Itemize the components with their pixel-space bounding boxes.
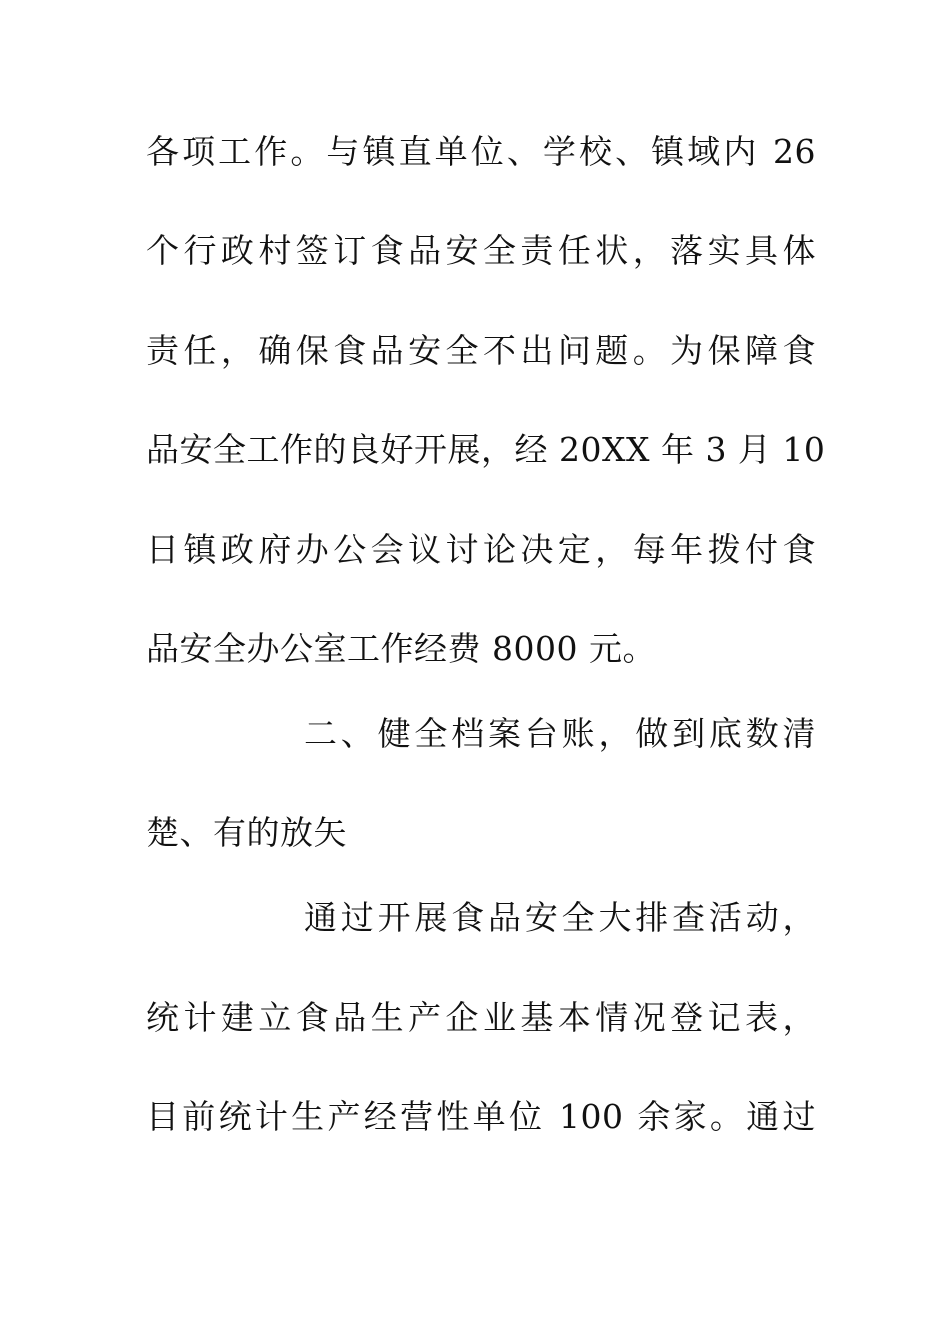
paragraph-line: 个行政村签订食品安全责任状，落实具体 xyxy=(146,231,816,270)
paragraph-line: 责任，确保食品安全不出问题。为保障食 xyxy=(146,331,816,370)
paragraph-line: 品安全工作的良好开展，经 20XX 年 3 月 10 xyxy=(146,430,826,469)
section-heading-line: 楚、有的放矢 xyxy=(146,813,347,852)
paragraph-line: 统计建立食品生产企业基本情况登记表， xyxy=(146,998,816,1037)
paragraph-line: 各项工作。与镇直单位、学校、镇域内 26 xyxy=(146,132,816,171)
paragraph-line: 目前统计生产经营性单位 100 余家。通过 xyxy=(146,1097,816,1136)
paragraph-line: 品安全办公室工作经费 8000 元。 xyxy=(146,629,656,668)
paragraph-line: 日镇政府办公会议讨论决定，每年拨付食 xyxy=(146,530,816,569)
section-heading-line: 二、健全档案台账，做到底数清 xyxy=(304,714,816,753)
paragraph-line: 通过开展食品安全大排查活动， xyxy=(304,898,816,937)
